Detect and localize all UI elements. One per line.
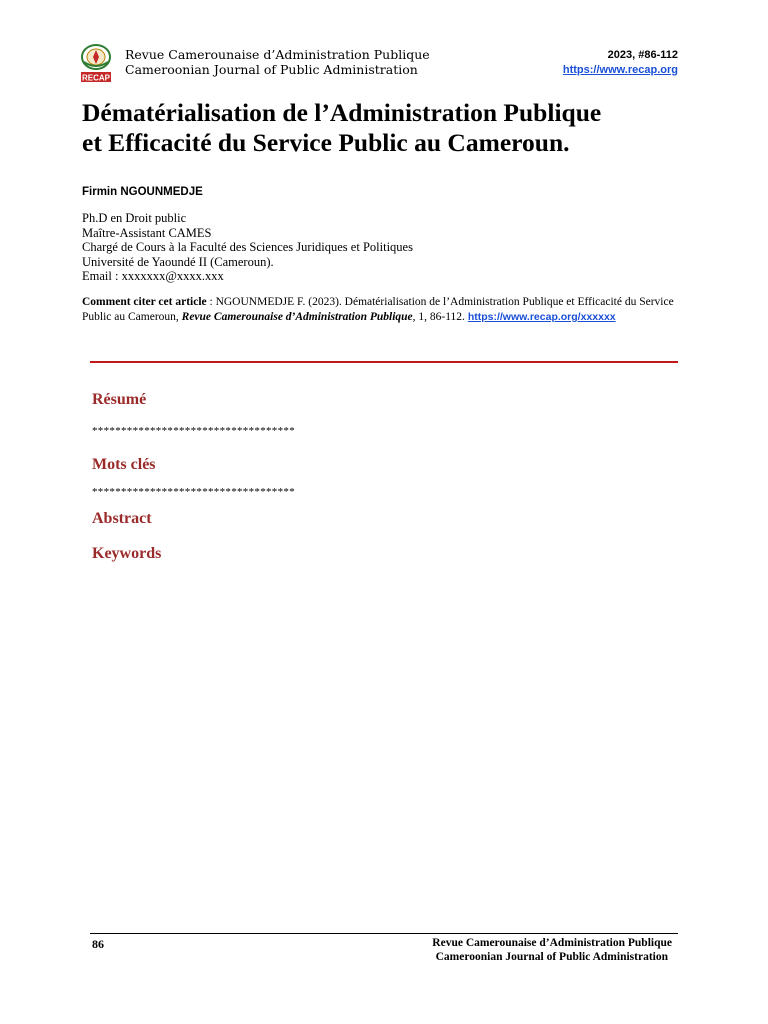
journal-logo bbox=[78, 42, 114, 84]
author-affiliation bbox=[82, 211, 413, 284]
article-title-line1: Dématérialisation de l’Administration Publique bbox=[82, 98, 602, 127]
citation-text: : NGOUNMEDJE F. (2023). Dématérialisation de l’Administration Publique et Efficacité du Service Public au Cameroun, bbox=[82, 296, 674, 323]
resume-heading: Résumé bbox=[92, 391, 147, 408]
affiliation-university: Université de Yaoundé II (Cameroun). bbox=[82, 254, 274, 269]
logo-text: RECAP bbox=[81, 73, 111, 83]
affiliation-position: Chargé de Cours à la Faculté des Sciences Juridiques et Politiques bbox=[82, 240, 413, 254]
citation-journal: Revue Camerounaise d’Administration Publique bbox=[181, 311, 413, 323]
page-number: 86 bbox=[92, 937, 104, 951]
citation-block bbox=[82, 295, 682, 325]
author-name: Firmin NGOUNMEDJE bbox=[82, 186, 203, 198]
mots-cles-heading: Mots clés bbox=[92, 456, 156, 473]
resume-placeholder: *********************************** bbox=[92, 425, 295, 437]
header-journal-title-en: Cameroonian Journal of Public Administration bbox=[125, 62, 418, 77]
article-title bbox=[82, 98, 692, 158]
abstract-heading: Abstract bbox=[92, 510, 152, 527]
keywords-heading: Keywords bbox=[92, 545, 162, 562]
footer-divider bbox=[90, 933, 678, 934]
footer-journal-title-fr: Revue Camerounaise d’Administration Publique bbox=[432, 937, 672, 949]
issue-number: 2023, #86-112 bbox=[607, 49, 678, 61]
journal-website-link[interactable]: https://www.recap.org bbox=[562, 64, 678, 76]
mots-cles-placeholder: *********************************** bbox=[92, 486, 295, 498]
article-title-line2: et Efficacité du Service Public au Cameroun. bbox=[82, 128, 570, 157]
citation-volume: , 1, 86-112. bbox=[412, 311, 468, 323]
section-divider bbox=[90, 361, 678, 363]
citation-label: Comment citer cet article bbox=[82, 296, 207, 308]
affiliation-degree: Ph.D en Droit public bbox=[82, 211, 187, 225]
affiliation-email: Email : xxxxxxx@xxxx.xxx bbox=[82, 269, 224, 283]
footer-journal-title-en: Cameroonian Journal of Public Administration bbox=[435, 951, 668, 963]
header-journal-title-fr: Revue Camerounaise d’Administration Publique bbox=[125, 47, 430, 62]
affiliation-rank: Maître-Assistant CAMES bbox=[82, 225, 212, 240]
citation-link[interactable]: https://www.recap.org/xxxxxx bbox=[467, 311, 616, 323]
